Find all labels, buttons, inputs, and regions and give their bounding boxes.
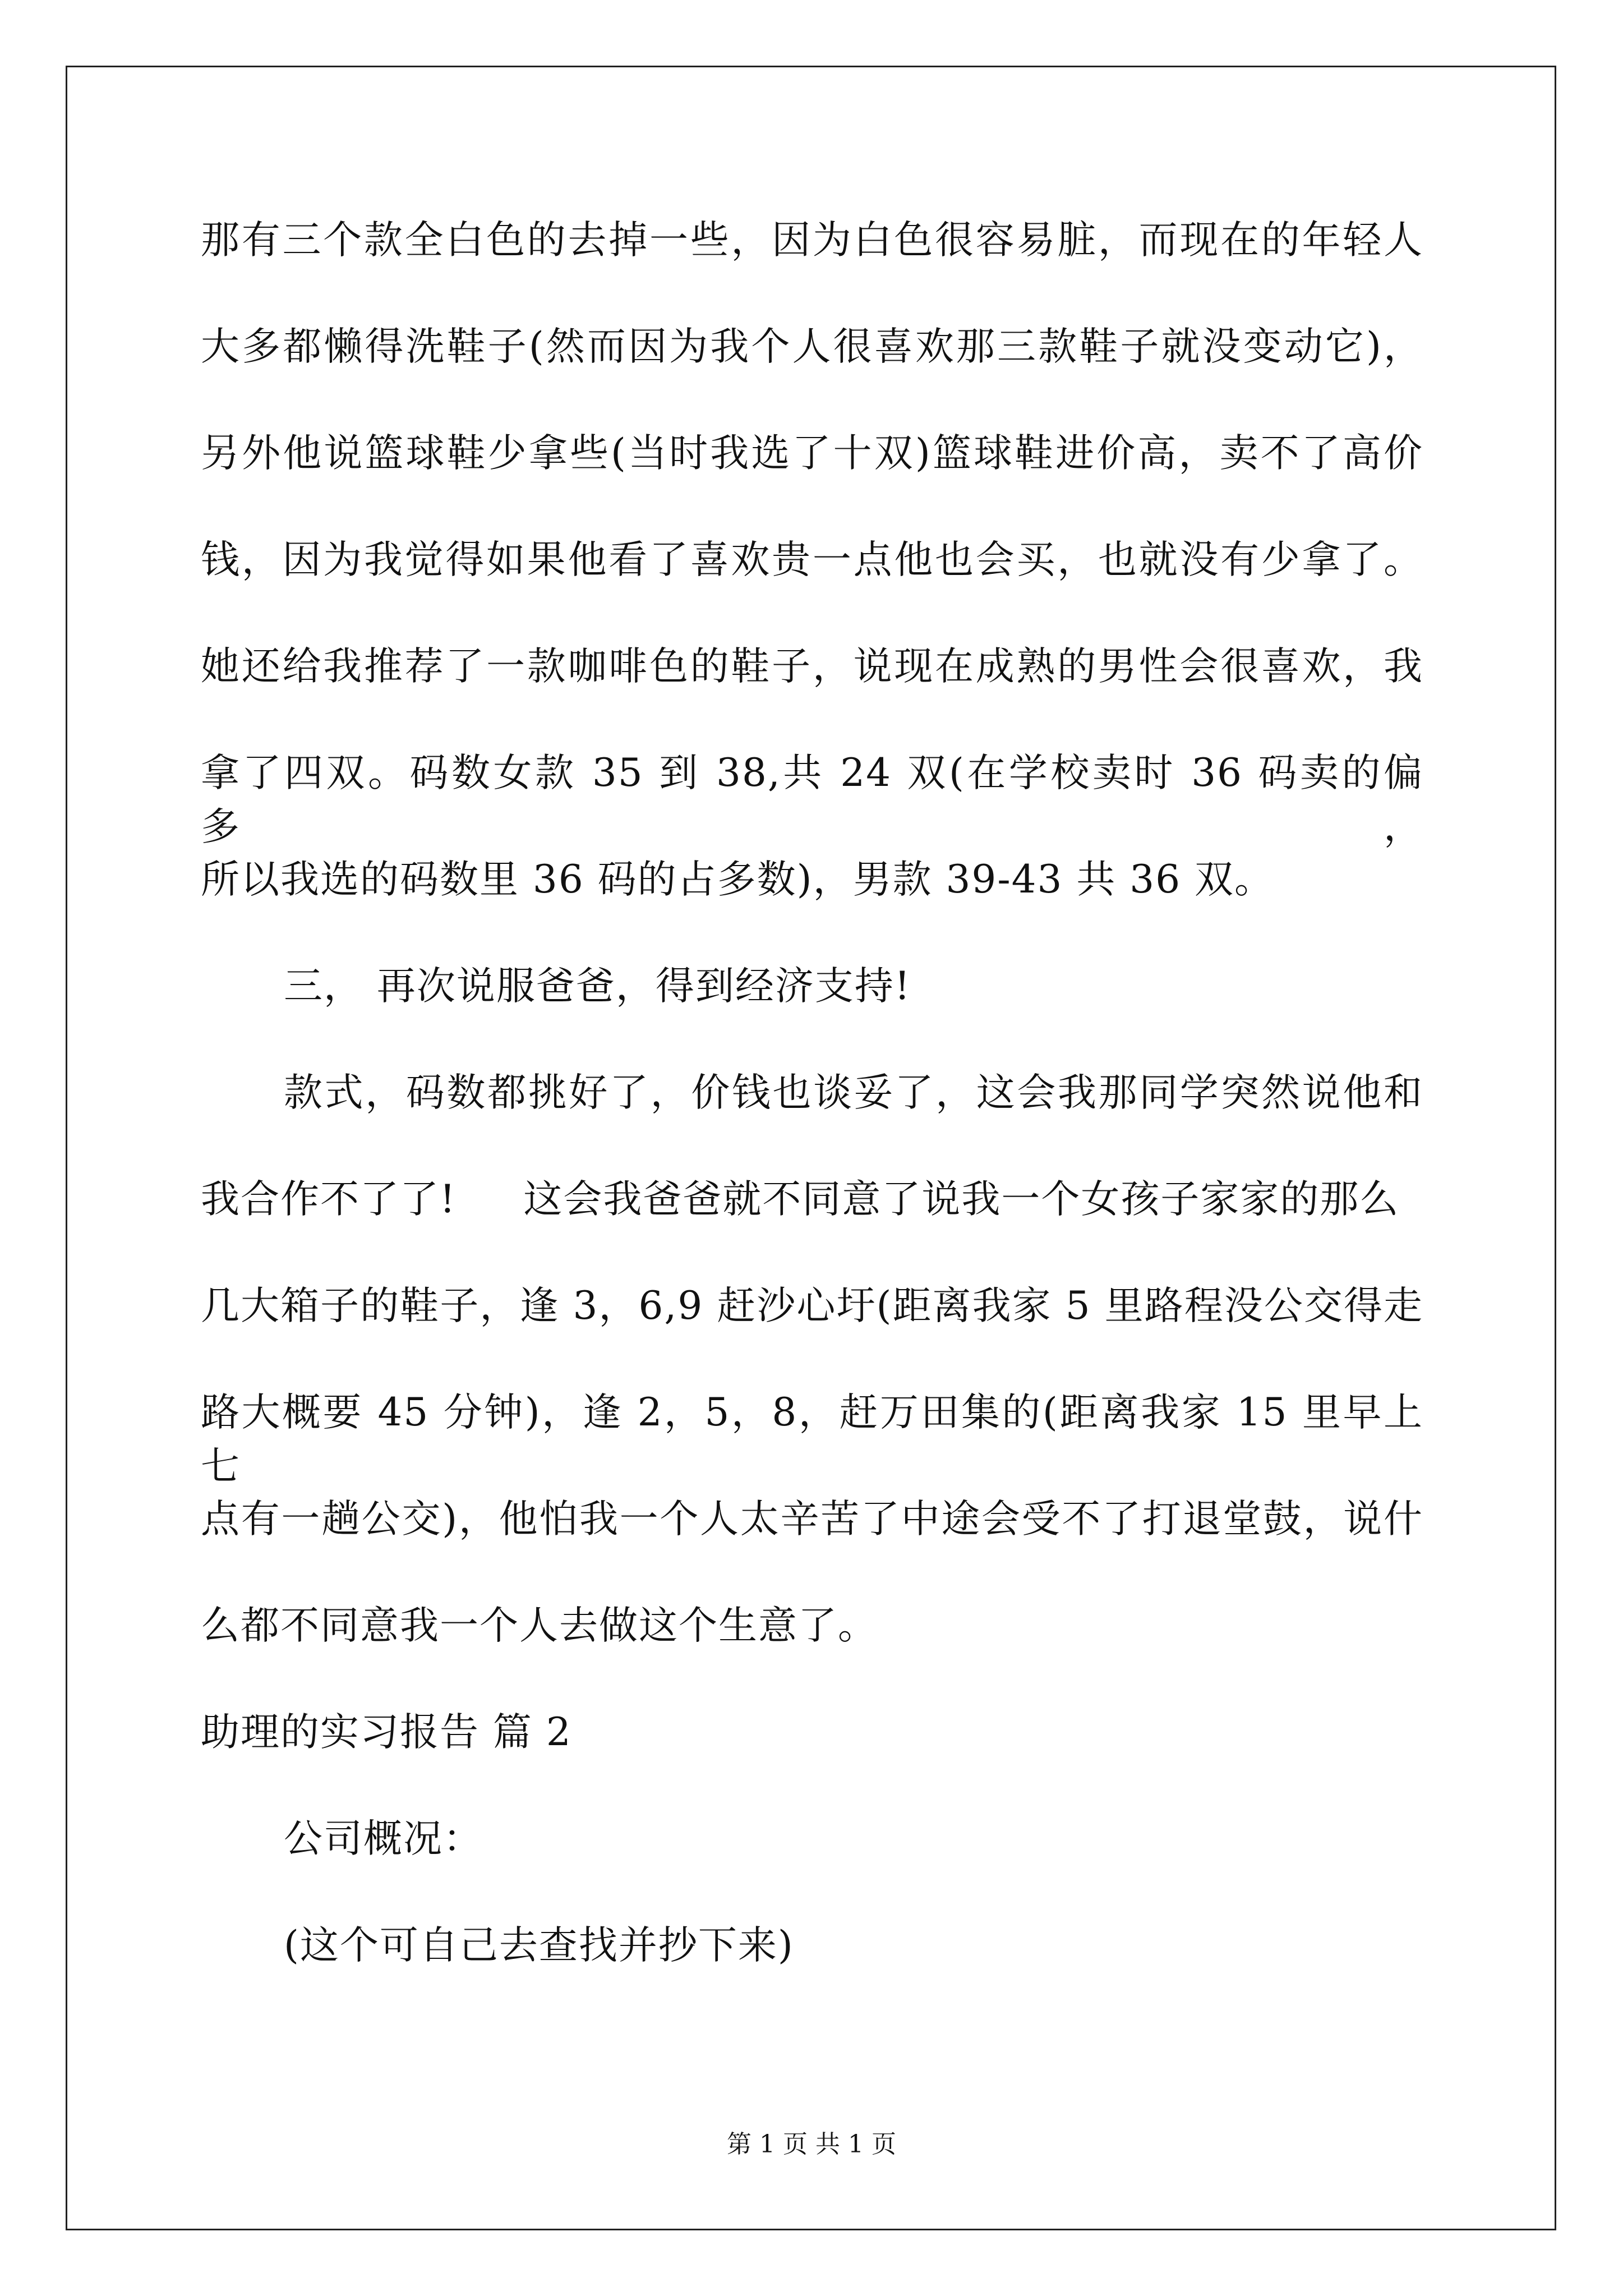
text-line: 钱，因为我觉得如果他看了喜欢贵一点他也会买，也就没有少拿了。 (201, 537, 1423, 582)
text-line: 她还给我推荐了一款咖啡色的鞋子，说现在成熟的男性会很喜欢，我 (201, 644, 1423, 689)
text-line: 另外他说篮球鞋少拿些(当时我选了十双)篮球鞋进价高，卖不了高价 (201, 431, 1423, 476)
subheading: 公司概况： (284, 1816, 483, 1861)
text-line: 么都不同意我一个人去做这个生意了。 (201, 1603, 878, 1648)
page-border (66, 66, 1556, 2230)
text-line: 点有一趟公交)，他怕我一个人太辛苦了中途会受不了打退堂鼓，说什 (201, 1497, 1423, 1542)
text-line: 所以我选的码数里 36 码的占多数)，男款 39-43 共 36 双。 (201, 857, 1275, 902)
page-footer: 第 1 页 共 1 页 (727, 2130, 896, 2159)
text-line: (这个可自己去查找并抄下来) (284, 1923, 794, 1968)
text-line: 大多都懒得洗鞋子(然而因为我个人很喜欢那三款鞋子就没变动它)， (201, 324, 1423, 369)
text-line: 路大概要 45 分钟)，逢 2，5，8，赶万田集的(距离我家 15 里早上七 (201, 1390, 1423, 1489)
text-line: 拿了四双。码数女款 35 到 38,共 24 双(在学校卖时 36 码卖的偏多， (201, 751, 1423, 849)
text-line: 几大箱子的鞋子，逢 3，6,9 赶沙心圩(距离我家 5 里路程没公交得走 (201, 1283, 1423, 1328)
section-heading: 三， 再次说服爸爸，得到经济支持! (284, 964, 911, 1009)
text-line: 我合作不了了! 这会我爸爸就不同意了说我一个女孩子家家的那么 (201, 1177, 1400, 1222)
section-title: 助理的实习报告 篇 2 (201, 1710, 572, 1755)
text-line: 款式，码数都挑好了，价钱也谈妥了，这会我那同学突然说他和 (284, 1070, 1423, 1115)
text-line: 那有三个款全白色的去掉一些，因为白色很容易脏，而现在的年轻人 (201, 218, 1423, 263)
